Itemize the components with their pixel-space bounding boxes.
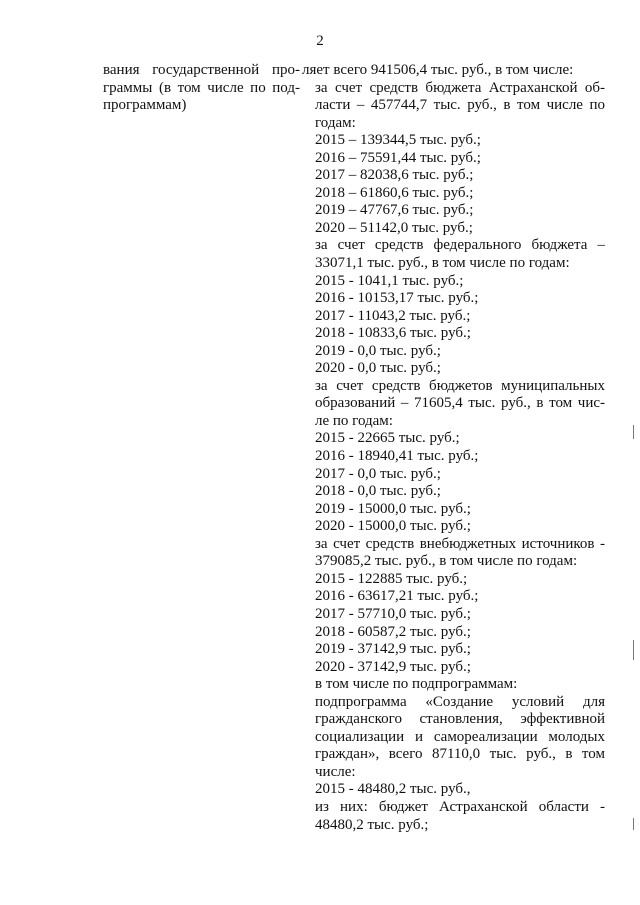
right_column-line: 2018 – 61860,6 тыс. руб.; [315,184,474,201]
left-column [103,62,300,115]
right_column-line: 2017 - 57710,0 тыс. руб.; [315,605,471,622]
right_column-line: 2019 - 15000,0 тыс. руб.; [315,500,471,517]
right_column-line: 2019 - 37142,9 тыс. руб.; [315,641,471,658]
right_column-line: 2019 - 0,0 тыс. руб.; [315,342,441,359]
right_column-line: 2016 – 75591,44 тыс. руб.; [315,149,481,166]
right_column-line: 2015 - 122885 тыс. руб.; [315,570,468,587]
left_column-line: программам) [103,97,187,113]
page-number: 2 [316,33,324,49]
left_column-line: граммы (в том числе по под- [103,79,300,96]
right_column-line: 2018 - 10833,6 тыс. руб.; [315,325,471,342]
right_column-line: 2020 - 37142,9 тыс. руб.; [315,658,471,675]
right_column-line: граждан», всего 87110,0 тыс. руб., в том [315,746,605,763]
right_column-line: 2015 - 48480,2 тыс. руб., [315,781,471,798]
right_column-line: 2015 - 1041,1 тыс. руб.; [315,272,464,289]
right_column-line: 2020 - 0,0 тыс. руб.; [315,360,441,377]
scan-edge-mark [633,818,634,830]
right_column-line: 33071,1 тыс. руб., в том числе по годам: [315,255,570,272]
right_column-line: в том числе по подпрограммам: [315,676,518,693]
right_column-line: 2018 - 60587,2 тыс. руб.; [315,623,471,640]
right_column-line: 2020 – 51142,0 тыс. руб.; [315,219,473,236]
right-column [302,62,605,834]
right_column-line: 2017 - 11043,2 тыс. руб.; [315,307,471,324]
right_column-line: 48480,2 тыс. руб.; [315,816,429,833]
right_column-line: ляет всего 941506,4 тыс. руб., в том числе: [302,62,574,78]
right_column-line: из них: бюджет Астраханской области - [315,798,605,815]
right_column-line: социализации и самореализации молодых [315,728,605,745]
right_column-line: образований – 71605,4 тыс. руб., в том чис- [315,395,605,412]
right_column-line: 2015 - 22665 тыс. руб.; [315,430,460,447]
right_column-line: 2017 – 82038,6 тыс. руб.; [315,167,474,184]
right_column-line: за счет средств бюджета Астраханской об- [315,79,605,96]
scan-edge-mark [633,640,634,660]
right_column-line: 2018 - 0,0 тыс. руб.; [315,483,441,500]
right_column-line: ле по годам: [315,412,393,429]
left_column-line: вания государственной про- [103,62,300,78]
right_column-line: 2015 – 139344,5 тыс. руб.; [315,132,481,149]
right_column-line: 2016 - 10153,17 тыс. руб.; [315,290,479,307]
right_column-line: 2016 - 18940,41 тыс. руб.; [315,448,479,465]
right_column-line: ласти – 457744,7 тыс. руб., в том числе по [315,97,605,114]
right_column-line: подпрограмма «Создание условий для [315,693,605,710]
right_column-line: за счет средств бюджетов муниципальных [315,377,605,394]
right_column-line: за счет средств федерального бюджета – [315,237,605,254]
right_column-line: за счет средств внебюджетных источников - [315,535,605,552]
right_column-line: 2019 – 47767,6 тыс. руб.; [315,202,474,219]
right_column-line: 379085,2 тыс. руб., в том числе по годам: [315,553,578,570]
right_column-line: годам: [315,114,356,131]
right_column-line: 2017 - 0,0 тыс. руб.; [315,465,441,482]
right_column-line: 2020 - 15000,0 тыс. руб.; [315,518,471,535]
right_column-line: числе: [315,763,356,780]
right_column-line: гражданского становления, эффективной [315,711,605,728]
right_column-line: 2016 - 63617,21 тыс. руб.; [315,588,479,605]
scan-edge-mark [633,425,634,439]
